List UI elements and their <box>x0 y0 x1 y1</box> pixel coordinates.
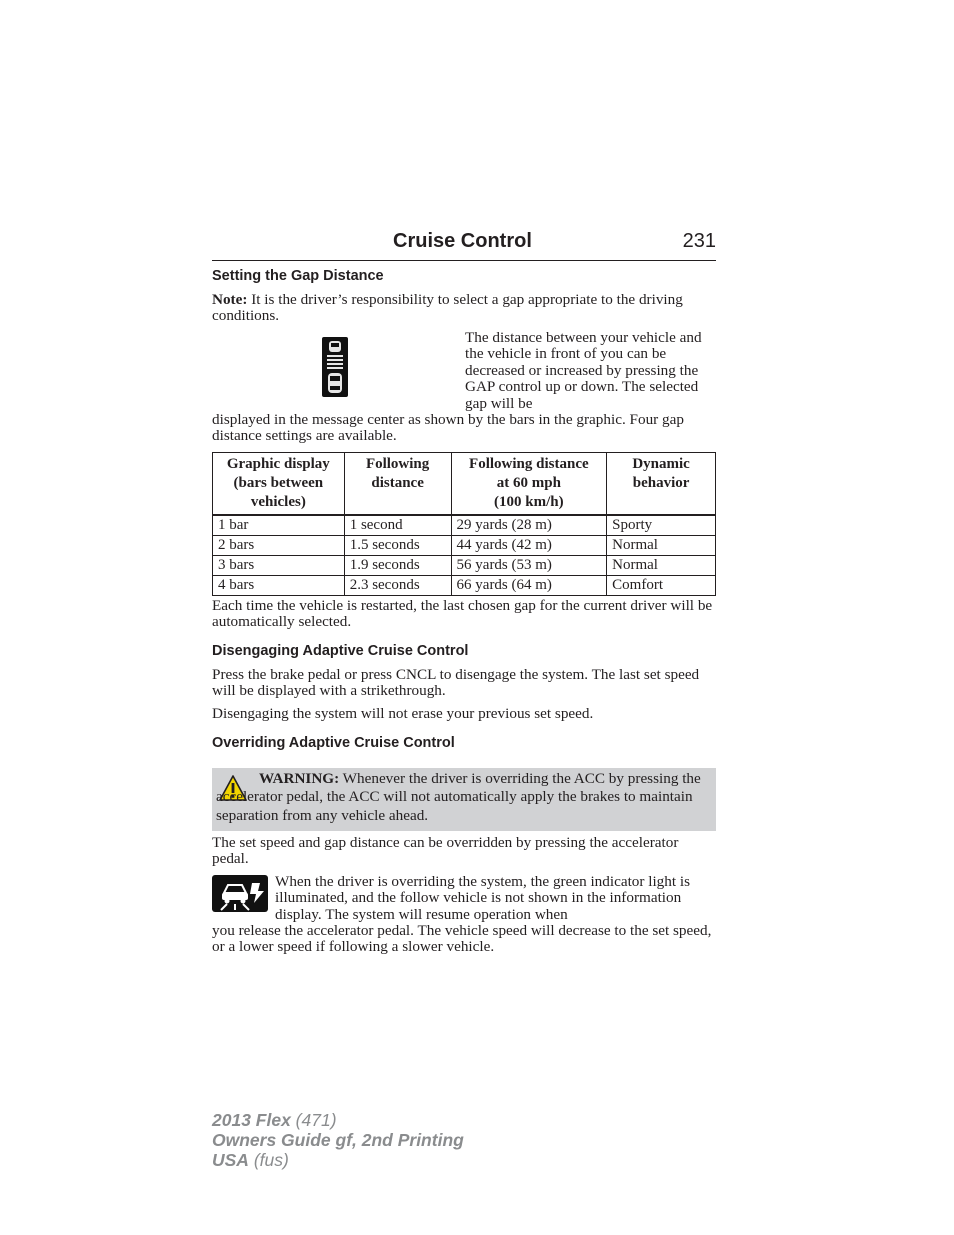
heading-disengaging: Disengaging Adaptive Cruise Control <box>212 643 469 659</box>
page-title: Cruise Control <box>393 230 532 252</box>
page-header <box>212 228 716 261</box>
col-header-dynamic-behavior: Dynamic behavior <box>607 453 716 516</box>
acc-override-indicator-icon <box>212 875 268 912</box>
gap-note <box>212 292 716 325</box>
col-header-graphic-display: Graphic display (bars between vehicles) <box>213 453 345 516</box>
warning-box <box>212 768 716 831</box>
table-row: 4 bars 2.3 seconds 66 yards (64 m) Comfort <box>213 576 716 596</box>
gap-description: The distance between your vehicle and the vehicle in front of you can be decreased or increased by pressing the GAP control up or down. The selected gap will be <box>465 329 702 412</box>
gap-distance-bars-icon <box>322 337 348 397</box>
col-header-distance-at-60: Following distance at 60 mph (100 km/h) <box>451 453 607 516</box>
table-row: 1 bar 1 second 29 yards (28 m) Sporty <box>213 515 716 536</box>
heading-gap-distance: Setting the Gap Distance <box>212 268 384 284</box>
table-header-row <box>213 453 716 516</box>
gap-restart-note: Each time the vehicle is restarted, the last chosen gap for the current driver will be automatically selected. <box>212 597 713 631</box>
warning-text: WARNING: Whenever the driver is overriding the ACC by pressing the accelerator pedal, the ACC will not automatically apply the brakes to maintain separation from any vehicle ahead. <box>216 770 701 824</box>
page-number: 231 <box>682 230 716 252</box>
page-footer: 2013 Flex (471) Owners Guide gf, 2nd Printing USA (fus) <box>212 1110 464 1170</box>
override-paragraph-2-continued: you release the accelerator pedal. The vehicle speed will decrease to the set speed, or a lower speed if following a slower vehicle. <box>212 922 712 956</box>
override-paragraph-1: The set speed and gap distance can be overridden by pressing the accelerator pedal. <box>212 834 679 868</box>
heading-overriding: Overriding Adaptive Cruise Control <box>212 735 455 751</box>
col-header-following-distance: Following distance <box>344 453 451 516</box>
table-row: 2 bars 1.5 seconds 44 yards (42 m) Normal <box>213 536 716 556</box>
disengage-paragraph-1: Press the brake pedal or press CNCL to disengage the system. The last set speed will be displayed with a strikethrough. <box>212 666 700 700</box>
note-label: Note: <box>212 291 248 308</box>
gap-settings-table <box>212 452 716 596</box>
note-text: It is the driver’s responsibility to select a gap appropriate to the driving conditions. <box>212 291 683 325</box>
table-row: 3 bars 1.9 seconds 56 yards (53 m) Normal <box>213 556 716 576</box>
override-paragraph-2: When the driver is overriding the system, the green indicator light is illuminated, and the follow vehicle is not shown in the information display. The system will resume operation when <box>275 873 691 923</box>
warning-label: WARNING: <box>259 770 340 787</box>
disengage-paragraph-2: Disengaging the system will not erase your previous set speed. <box>212 705 594 722</box>
gap-description-continued: displayed in the message center as shown by the bars in the graphic. Four gap distance settings are available. <box>212 411 684 445</box>
